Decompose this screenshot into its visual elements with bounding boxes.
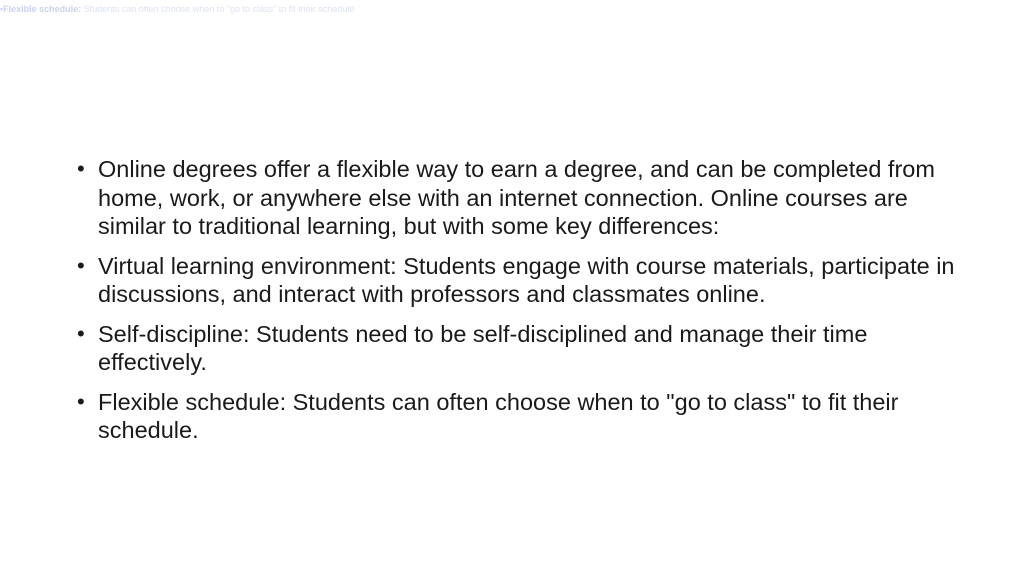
bullet-dot-icon: •	[77, 388, 85, 414]
bullet-text: Self-discipline: Students need to be self-disciplined and manage their time effectively.	[98, 320, 868, 375]
bullet-item	[75, 320, 955, 377]
bullet-text: Flexible schedule: Students can often choose when to "go to class" to fit their schedule.	[98, 388, 899, 443]
bullet-dot-icon: •	[77, 156, 85, 181]
bullet-item	[75, 252, 955, 309]
bullet-list	[75, 155, 955, 445]
bullet-item	[75, 388, 955, 445]
bullet-dot-icon: •	[77, 252, 85, 278]
bullet-item	[75, 155, 955, 241]
bullet-text: Online degrees offer a flexible way to earn a degree, and can be completed from home, work, or anywhere else with an internet connection. Online courses are similar to traditional learning, but with some key differences:	[98, 156, 935, 239]
header-caption	[0, 3, 357, 15]
bullet-dot-icon: •	[77, 320, 85, 346]
bullet-text: Virtual learning environment: Students engage with course materials, participate in discussions, and interact with professors and classmates online.	[98, 252, 955, 307]
header-caption-text: Students can often choose when to "go to class" to fit their schedule.	[81, 4, 357, 14]
header-caption-lead: •Flexible schedule:	[0, 4, 82, 14]
